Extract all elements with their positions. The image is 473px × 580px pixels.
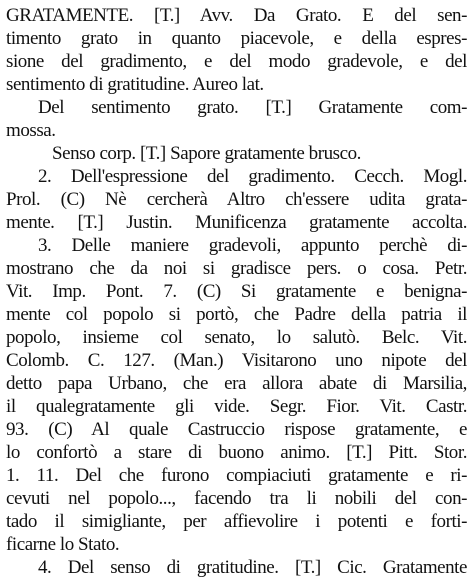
entry-line: ficarne lo Stato. bbox=[6, 534, 120, 555]
entry-line: 4. Del senso di gratitudine. [T.] Cic. Gratamente bbox=[38, 557, 467, 578]
entry-line: tado il simigliante, per affievolire i potenti e forti- bbox=[6, 511, 467, 532]
entry-line: cevuti nel popolo..., facendo tra li nobili del con- bbox=[6, 488, 467, 509]
entry-line: Colomb. C. 127. (Man.) Visitarono uno nipote del bbox=[6, 350, 467, 371]
entry-line: mostrano che da noi si gradisce pers. o cosa. Petr. bbox=[6, 258, 467, 279]
entry-line: 93. (C) Al quale Castruccio rispose gratamente, e bbox=[6, 419, 467, 440]
entry-line: timento grato in quanto piacevole, e della espres- bbox=[6, 28, 467, 49]
entry-line: sione del gradimento, e del modo gradevole, e del bbox=[6, 51, 467, 72]
entry-line: popolo, insieme col senato, lo salutò. Belc. Vit. bbox=[6, 327, 467, 348]
entry-line: Vit. Imp. Pont. 7. (C) Si gratamente e benigna- bbox=[6, 281, 467, 302]
entry-line: mossa. bbox=[6, 120, 56, 141]
entry-line: 3. Delle maniere gradevoli, appunto perchè di- bbox=[38, 235, 467, 256]
entry-line: detto papa Urbano, che era allora abate di Marsilia, bbox=[6, 373, 467, 394]
entry-line: mente. [T.] Justin. Munificenza gratamente accolta. bbox=[6, 212, 467, 233]
entry-line: Del sentimento grato. [T.] Gratamente com- bbox=[38, 97, 467, 118]
entry-line: Senso corp. [T.] Sapore gratamente brusco. bbox=[52, 143, 361, 164]
entry-line: il qualegratamente gli vide. Segr. Fior. Vit. Castr. bbox=[6, 396, 467, 417]
entry-line: mente col popolo si portò, che Padre della patria il bbox=[6, 304, 467, 325]
entry-line: Prol. (C) Nè cercherà Altro ch'essere udita grata- bbox=[6, 189, 467, 210]
entry-line: sentimento di gratitudine. Aureo lat. bbox=[6, 74, 264, 95]
entry-line: lo confortò a stare di buono animo. [T.] Pitt. Stor. bbox=[6, 442, 467, 463]
entry-line: GRATAMENTE. [T.] Avv. Da Grato. E del sen- bbox=[6, 5, 467, 26]
entry-line: 2. Dell'espressione del gradimento. Cecch. Mogl. bbox=[38, 166, 467, 187]
entry-line: 1. 11. Del che furono compiaciuti gratamente e ri- bbox=[6, 465, 467, 486]
